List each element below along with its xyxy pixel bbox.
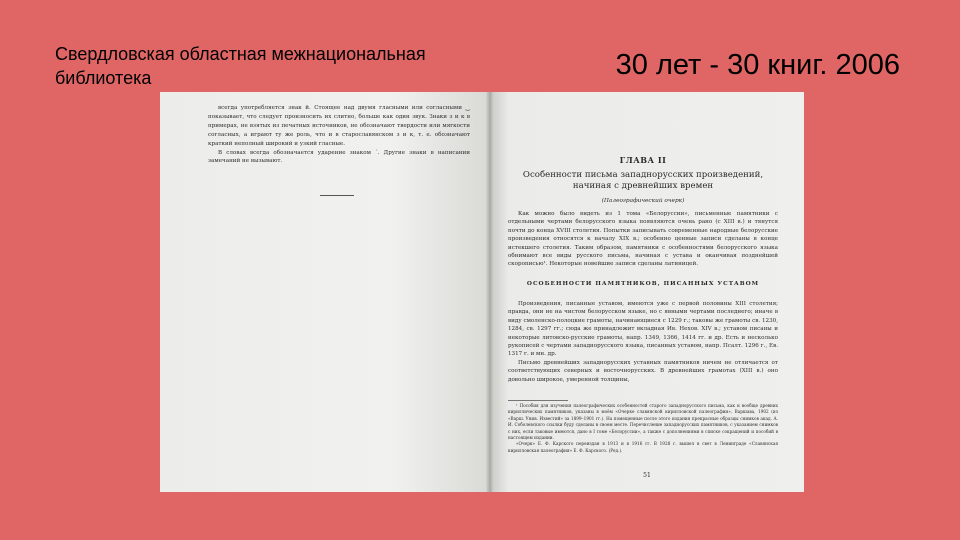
intro-text: Как можно было видеть из 1 тома «Белоруссии», письменные памятники с отдельными чертами белорусского языка появляются очень рано (с XIII в.) и тянутся почти до конца XVIII столетия. Попытки записывать современные народные белорусские произведения относятся к началу XIX в.; особенно ценные записи сделаны в конце истекшего столетия. Таким образом, памятники с особенностями белорусского языка обнимают все виды русского письма, начиная с устава и оканчивая позднейшей скорописью¹. Некоторые новейшие записи сделаны латиницей. (508, 211, 778, 268)
footnote: «Очерк» Е. Ф. Карского переиздан в 1913 и в 1916 гг. В 1928 г. вышел в свет в Ленинграде «Славянская кирилловская палеография» Е. Ф. Карского. (Ред.). (508, 441, 778, 453)
library-name: Свердловская областная межнациональная библиотека (55, 44, 426, 88)
left-page-paragraph: всегда употребляется знак ӣ. Стоящее над двумя гласными или согласными ‿ показывает, что следует произносить их слитно, больше как один звук. Знаки з и к в примерах, не взятых из печатных источников, не обозначают твердости или мягкости согласных, а играют ту же роль, что и в старославянском з и к, т. е. обозначают краткий неполный широкий и узкий гласные. (208, 105, 470, 147)
section-paragraph: Произведения, писанные уставом, имеются уже с первой половины XIII столетия; правда, они не на чистом белорусском языке, но с явными чертами последнего; иначе в виду смоленско-полоцкие грамоты, начинающиеся с 1229 г.; таковы же грамоты св. 1230, 1284, св. 1297 гг.; сюда же принадлежит вкладная Ив. Нехов. XIV в.; уставом писаны и некоторые литовско-русские грамоты, напр. 1349, 1366, 1414 гг. и др. Есть и несколько рукописей с чертами западнорусского языка, писанных уставом, напр. Псалт. 1296 г., Ев. 1317 г. и мн. др. (508, 301, 778, 358)
chapter-number: ГЛАВА II (619, 155, 667, 165)
footnote-rule (508, 400, 568, 401)
left-page-text (208, 104, 470, 166)
section-paragraph: Письмо древнейших западнорусских уставных памятников ничем не отличается от соответствующих северных и восточнорусских. В древнейших грамотах (XIII в.) оно довольно широкое, умеренной толщины, (508, 359, 778, 383)
left-page (160, 92, 490, 492)
event-title: 30 лет - 30 книг. 2006 (615, 49, 900, 81)
left-page-paragraph: В словах всегда обозначается ударение знаком ´. Другие знаки в написании замечаний не вызывают. (208, 149, 470, 165)
section-body (508, 300, 778, 384)
chapter-subtitle: (Палеографический очерк) (601, 198, 685, 204)
end-rule (320, 195, 354, 196)
section-heading: ОСОБЕННОСТИ ПАМЯТНИКОВ, ПИСАННЫХ УСТАВОМ (526, 281, 760, 287)
chapter-title: Особенности письма западнорусских произведений, начиная с древнейших времен (522, 170, 764, 191)
intro-paragraph (508, 210, 778, 269)
book-spread-scan (160, 92, 804, 492)
book-gutter (486, 92, 494, 492)
right-page (490, 92, 804, 492)
footnotes (508, 403, 778, 454)
page-number: 51 (643, 472, 651, 479)
footnote: ¹ Пособия для изучения палеографических особенностей старого западнорусского письма, как и вообще древних кириллических памятников, указаны в моём «Очерке славянской кирилловской палеографии», Варшава, 1902 (из «Варш. Унив. Известий» за 1899–1901 гг.). На помещенные после этого издания прекрасные образцы снимков акад. А. И. Соболевского ссылки буду сделаны в своем месте. Перечисление западнорусских памятников, с указанием снимков с них, если таковые имеются, дано в I томе «Белоруссии», а также с дополнениями в списке сокращений и пособий в настоящем издании. (508, 403, 778, 441)
